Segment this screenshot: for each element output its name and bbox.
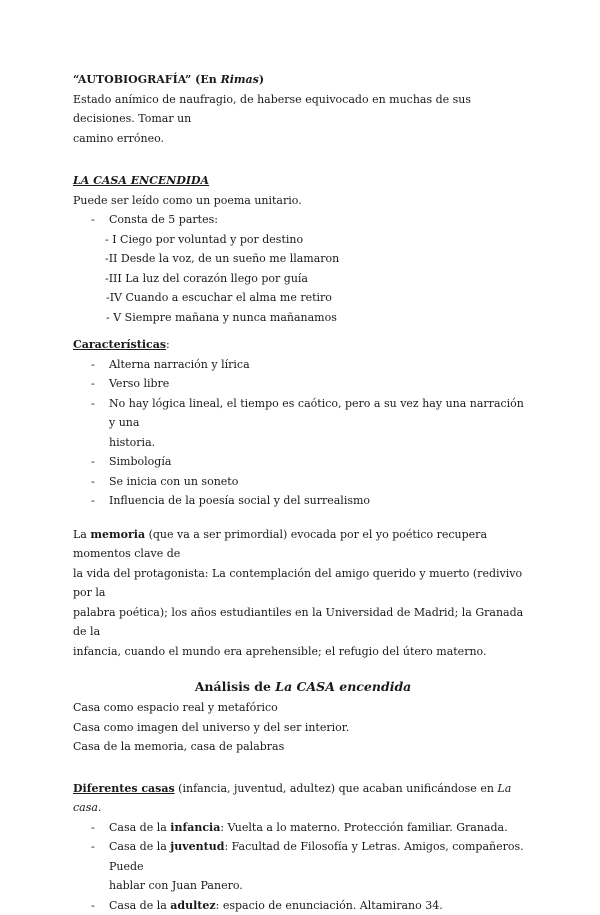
casa-bold: infancia: [170, 821, 220, 834]
dash-bullet: -: [91, 491, 95, 511]
memoria-bold: memoria: [90, 528, 145, 541]
list-item: [73, 452, 533, 472]
casa-rest: : Vuelta a lo materno. Protección familiar. Granada.: [220, 821, 507, 834]
dash-bullet: -: [91, 210, 95, 230]
casa-pre: Casa de la: [109, 899, 170, 912]
analisis-line: Casa como espacio real y metafórico: [73, 698, 533, 718]
autobiografia-title: “AUTOBIOGRAFÍA” (: [73, 73, 200, 86]
memoria-line-2: la vida del protagonista: La contemplación del amigo querido y muerto (redivivo por la: [73, 564, 533, 603]
list-item-text: historia.: [109, 436, 155, 449]
list-item: [73, 896, 533, 915]
casas-intro-rest: (infancia, juventud, adultez) que acaban unificándose en: [175, 782, 498, 795]
autobiografia-title-rimas: Rimas: [221, 73, 259, 86]
memoria-paragraph: [73, 525, 533, 662]
list-item-continuation: [73, 433, 533, 453]
list-item: [73, 374, 533, 394]
casas-intro: [73, 779, 533, 818]
casa-parts-list: [73, 210, 533, 230]
list-item: [73, 491, 533, 511]
dash-bullet: -: [91, 818, 95, 838]
autobiografia-heading: [73, 70, 533, 90]
list-item-text: Se inicia con un soneto: [109, 475, 238, 488]
casa-pre: Casa de la: [109, 821, 170, 834]
analisis-title-italic: La CASA encendida: [275, 679, 411, 694]
casa-rest: : Facultad de Filosofía y Letras. Amigos, compañeros. Puede: [109, 840, 524, 873]
caracteristicas-heading: [73, 335, 533, 355]
analisis-line: Casa de la memoria, casa de palabras: [73, 737, 533, 757]
list-item: [73, 818, 533, 838]
part-line: -III La luz del corazón llego por guía: [73, 269, 533, 289]
autobiografia-title-suffix: ): [259, 73, 264, 86]
casa-pre: Casa de la: [109, 840, 170, 853]
autobiografia-title-en: En: [200, 73, 220, 86]
dash-bullet: -: [91, 452, 95, 472]
part-line: -IV Cuando a escuchar el alma me retiro: [73, 288, 533, 308]
list-item-text: No hay lógica lineal, el tiempo es caótico, pero a su vez hay una narración y una: [109, 397, 524, 430]
casas-title: Diferentes casas: [73, 782, 175, 795]
dash-bullet: -: [91, 896, 95, 915]
parts-label: Consta de 5 partes:: [109, 213, 218, 226]
casa-bold: juventud: [170, 840, 224, 853]
memoria-pre: La: [73, 528, 90, 541]
list-item: [73, 394, 533, 433]
memoria-line-1: (que va a ser primordial) evocada por el yo poético recupera momentos clave de: [73, 528, 487, 561]
dash-bullet: -: [91, 472, 95, 492]
list-item: [73, 472, 533, 492]
casa-bold: adultez: [170, 899, 215, 912]
list-item: [73, 837, 533, 876]
memoria-line-3: palabra poética); los años estudiantiles en la Universidad de Madrid; la Granada de la: [73, 603, 533, 642]
casa-encendida-title: LA CASA ENCENDIDA: [73, 171, 533, 191]
dash-bullet: -: [91, 837, 95, 857]
memoria-line-4: infancia, cuando el mundo era aprehensible; el refugio del útero materno.: [73, 642, 533, 662]
list-item-text: Simbología: [109, 455, 171, 468]
casa-juventud-cont: hablar con Juan Panero.: [109, 879, 243, 892]
analisis-line: Casa como imagen del universo y del ser interior.: [73, 718, 533, 738]
part-line: - V Siempre mañana y nunca mañanamos: [73, 308, 533, 328]
list-item-text: Alterna narración y lírica: [109, 358, 250, 371]
casa-encendida-intro: Puede ser leído como un poema unitario.: [73, 191, 533, 211]
part-line: - I Ciego por voluntad y por destino: [73, 230, 533, 250]
dash-bullet: -: [91, 355, 95, 375]
list-item-text: Influencia de la poesía social y del surrealismo: [109, 494, 370, 507]
list-item: [73, 355, 533, 375]
part-line: -II Desde la voz, de un sueño me llamaron: [73, 249, 533, 269]
casas-intro-end: .: [98, 801, 102, 814]
casa-rest: : espacio de enunciación. Altamirano 34.: [216, 899, 443, 912]
autobiografia-text-1: Estado anímico de naufragio, de haberse equivocado en muchas de sus decisiones. Tomar un: [73, 90, 533, 129]
casas-list: [73, 818, 533, 915]
list-item-text: Verso libre: [109, 377, 169, 390]
document-page: [73, 70, 533, 915]
dash-bullet: -: [91, 374, 95, 394]
analisis-title: [73, 676, 533, 698]
autobiografia-text-2: camino erróneo.: [73, 129, 533, 149]
caracteristicas-list: [73, 355, 533, 511]
list-item-continuation: [73, 876, 533, 896]
caracteristicas-title: Características: [73, 338, 166, 351]
list-item: [73, 210, 533, 230]
analisis-title-pre: Análisis de: [195, 679, 276, 694]
dash-bullet: -: [91, 394, 95, 414]
casas-intro-italic: La casa: [73, 782, 511, 815]
caracteristicas-colon: :: [166, 338, 170, 351]
